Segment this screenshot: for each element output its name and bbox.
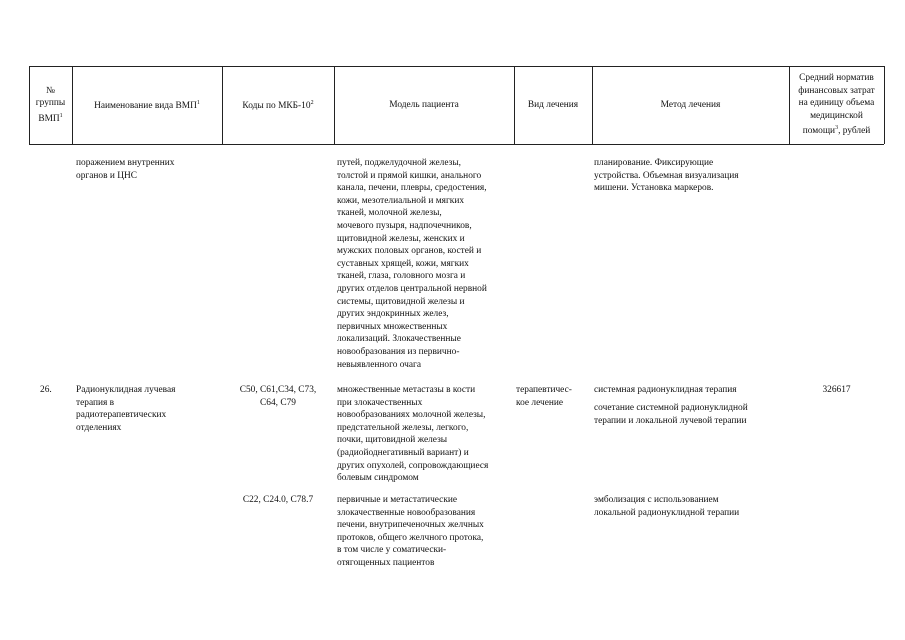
row-mkb-codes: C50, C61,C34, C73, C64, C79: [239, 385, 317, 408]
header-treatment-method: Метод лечения: [660, 99, 721, 110]
header-cost: Средний норматив финансовых затрат на единицу объема медицинской помощи$^3$, рублей: [798, 73, 875, 137]
row-treatment-method-2: сочетание системной радионуклидной терапии и локальной лучевой терапии: [594, 403, 748, 426]
row-vmp-name: Радионуклидная лучевая терапия в радиотерапевтических отделениях: [76, 385, 176, 433]
header-vmp-name: Наименование вида ВМП$^1$: [94, 100, 200, 112]
header-divider: [884, 66, 885, 144]
row-mkb-codes-b: C22, C24.0, C78.7: [242, 495, 314, 505]
row-cost: 326617: [822, 385, 851, 395]
row-treatment-type: терапевтичес- кое лечение: [516, 385, 572, 408]
row-patient-model-b: первичные и метастатические злокачественные новообразования печени, внутрипеченочных желчных протоков, общего желчного протока, в том числе у соматически- отягощенных пациентов: [337, 495, 484, 568]
row-treatment-method-b: эмболизация с использованием локальной радионуклидной терапии: [594, 495, 740, 518]
row-patient-model: множественные метастазы в кости при злокачественных новообразованиях молочной железы, предстательной железы, легкого, почки, щитовидной железы (радиойоднегативный вариант) и других опухолей, сопровождающиеся болевым синдромом: [337, 385, 489, 484]
header-bottom-border: [29, 144, 884, 145]
continuation-vmp-name: поражением внутренних органов и ЦНС: [76, 158, 175, 181]
continuation-treatment-method: планирование. Фиксирующие устройства. Объемная визуализация мишени. Установка маркеров.: [594, 158, 739, 194]
header-group-number: № группы ВМП$^1$: [35, 85, 66, 124]
header-treatment-type: Вид лечения: [527, 99, 579, 110]
continuation-patient-model: путей, поджелудочной железы, толстой и прямой кишки, анального канала, печени, плевры, средостения, кожи, мезотелиальной и мягких тканей, молочной железы, мочевого пузыря, надпочечников, щитовидной железы, женских и мужских половых органов, костей и суставных хрящей, кожи, мягких тканей, глаза, головного мозга и других отделов центральной нервной системы, щитовидной железы и других эндокринных желез, первичных множественных локализаций. Злокачественные новообразования из первично- невыявленного очага: [337, 158, 487, 370]
header-patient-model: Модель пациента: [389, 99, 459, 110]
header-mkb-codes: Коды по МКБ-$10^2$: [242, 100, 314, 112]
row-treatment-method-1: системная радионуклидная терапия: [594, 385, 737, 395]
row-number: 26.: [40, 385, 52, 395]
